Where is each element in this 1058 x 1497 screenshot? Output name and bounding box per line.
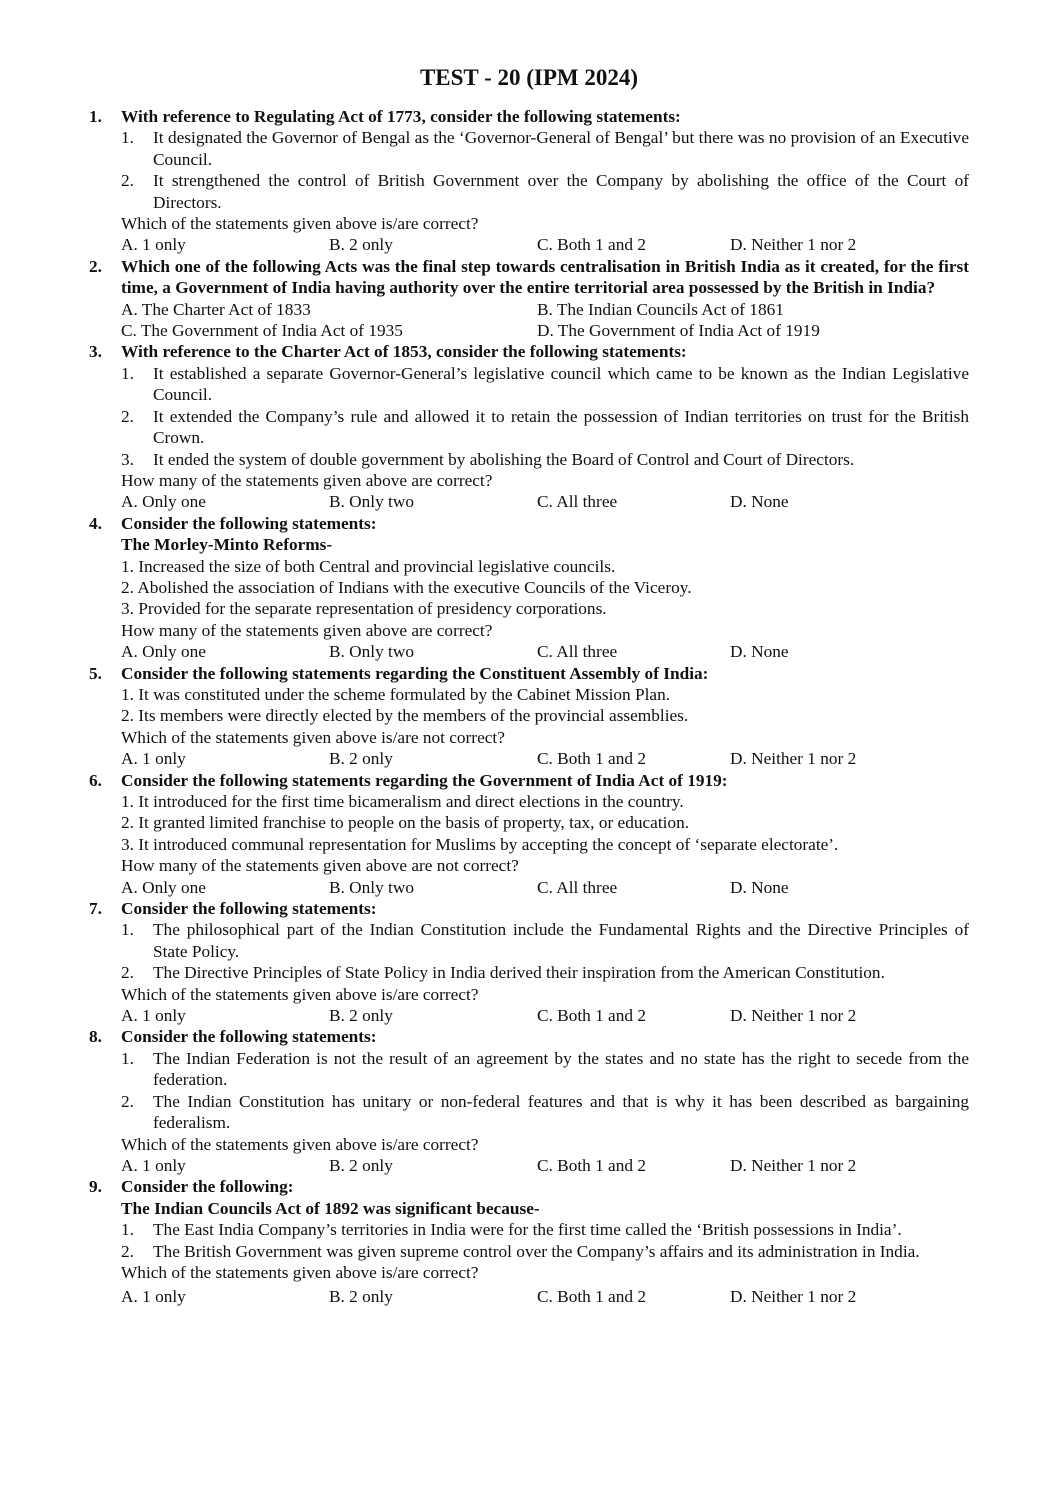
question-stem: Consider the following statements: <box>121 1027 377 1047</box>
question-prompt: How many of the statements given above are not correct? <box>121 856 519 876</box>
question-stem: Consider the following: <box>121 1177 294 1197</box>
option-c[interactable]: C. Both 1 and 2 <box>537 1006 646 1026</box>
question-number: 7. <box>89 899 102 919</box>
statement-2 <box>121 406 969 449</box>
statement-3 <box>121 449 969 470</box>
statement-2 <box>121 170 969 213</box>
option-b[interactable]: B. Only two <box>329 642 414 662</box>
option-b[interactable]: B. 2 only <box>329 749 393 769</box>
question-3 <box>89 341 969 512</box>
options <box>121 1155 969 1176</box>
statement-text: It strengthened the control of British Government over the Company by abolishing the office of the Court of Directors. <box>153 171 969 212</box>
question-7 <box>89 898 969 1026</box>
statement-number: 1. <box>121 1220 134 1240</box>
question-number: 5. <box>89 663 102 683</box>
statement-1 <box>121 1048 969 1091</box>
option-b[interactable]: B. The Indian Councils Act of 1861 <box>537 299 784 319</box>
statement-text: It designated the Governor of Bengal as the ‘Governor-General of Bengal’ but there was no provision of an Executive Council. <box>153 128 969 169</box>
statement-1: 1. Increased the size of both Central and provincial legislative councils. <box>121 556 616 576</box>
statement-text: It established a separate Governor-General’s legislative council which came to be known as the Indian Legislative Council. <box>153 363 969 405</box>
question-stem: Which one of the following Acts was the final step towards centralisation in British India as it created, for the first time, a Government of India having authority over the entire territorial area possessed by the British in India? <box>121 256 969 298</box>
option-b[interactable]: B. Only two <box>329 877 414 897</box>
statement-text: The Indian Constitution has unitary or non-federal features and that is why it has been described as bargaining federalism. <box>153 1091 969 1133</box>
option-a[interactable]: A. 1 only <box>121 1155 186 1175</box>
page-title: TEST - 20 (IPM 2024) <box>419 65 639 90</box>
option-d[interactable]: D. Neither 1 nor 2 <box>730 1287 857 1307</box>
option-b[interactable]: B. 2 only <box>329 1155 393 1175</box>
options <box>121 877 969 898</box>
option-d[interactable]: D. Neither 1 nor 2 <box>730 749 857 769</box>
statement-number: 1. <box>121 363 134 383</box>
option-a[interactable]: A. Only one <box>121 492 206 512</box>
option-d[interactable]: D. Neither 1 nor 2 <box>730 1155 857 1175</box>
question-subheading: The Indian Councils Act of 1892 was significant because- <box>121 1198 540 1218</box>
statement-3: 3. It introduced communal representation for Muslims by accepting the concept of ‘separate electorate’. <box>121 834 839 854</box>
statement-2: 2. Abolished the association of Indians with the executive Councils of the Viceroy. <box>121 577 692 597</box>
statement-number: 2. <box>121 171 134 191</box>
statement-number: 1. <box>121 920 134 940</box>
options <box>121 641 969 662</box>
option-a[interactable]: A. Only one <box>121 642 206 662</box>
question-1 <box>89 106 969 256</box>
statement-text: The British Government was given supreme control over the Company’s affairs and its administration in India. <box>153 1241 920 1261</box>
option-a[interactable]: A. 1 only <box>121 749 186 769</box>
option-c[interactable]: C. Both 1 and 2 <box>537 1155 646 1175</box>
question-prompt: How many of the statements given above are correct? <box>121 470 493 490</box>
statement-1 <box>121 919 969 962</box>
question-4 <box>89 513 969 663</box>
question-prompt: Which of the statements given above is/are correct? <box>121 984 479 1004</box>
question-stem: Consider the following statements: <box>121 513 377 533</box>
question-prompt: How many of the statements given above are correct? <box>121 620 493 640</box>
option-d[interactable]: D. Neither 1 nor 2 <box>730 235 857 255</box>
statement-number: 1. <box>121 1048 134 1068</box>
question-5 <box>89 663 969 770</box>
option-d[interactable]: D. None <box>730 877 789 897</box>
statement-1: 1. It was constituted under the scheme formulated by the Cabinet Mission Plan. <box>121 684 671 704</box>
question-2 <box>89 256 969 342</box>
question-stem: Consider the following statements: <box>121 899 377 919</box>
options <box>121 748 969 769</box>
question-9 <box>89 1176 969 1307</box>
statement-2: 2. Its members were directly elected by the members of the provincial assemblies. <box>121 706 689 726</box>
option-d[interactable]: D. The Government of India Act of 1919 <box>537 321 820 341</box>
statement-1: 1. It introduced for the first time bicameralism and direct elections in the country. <box>121 792 684 811</box>
statement-2 <box>121 1091 969 1134</box>
option-b[interactable]: B. Only two <box>329 492 414 512</box>
option-c[interactable]: C. All three <box>537 492 618 512</box>
statement-number: 2. <box>121 406 134 426</box>
question-prompt: Which of the statements given above is/are correct? <box>121 1262 479 1282</box>
question-number: 4. <box>89 513 102 533</box>
question-number: 2. <box>89 256 102 276</box>
options <box>121 299 969 320</box>
option-d[interactable]: D. None <box>730 642 789 662</box>
statement-1 <box>121 363 969 406</box>
option-c[interactable]: C. All three <box>537 642 618 662</box>
statement-number: 2. <box>121 1091 134 1111</box>
question-stem: Consider the following statements regarding the Constituent Assembly of India: <box>121 663 709 683</box>
option-a[interactable]: A. 1 only <box>121 235 186 255</box>
statement-2: 2. It granted limited franchise to people on the basis of property, tax, or education. <box>121 813 690 833</box>
option-a[interactable]: A. 1 only <box>121 1006 186 1026</box>
question-number: 1. <box>89 107 102 126</box>
question-8 <box>89 1026 969 1176</box>
statement-number: 2. <box>121 963 134 983</box>
options <box>121 1286 969 1307</box>
option-c[interactable]: C. Both 1 and 2 <box>537 749 646 769</box>
option-b[interactable]: B. 2 only <box>329 1006 393 1026</box>
question-stem: With reference to Regulating Act of 1773, consider the following statements: <box>121 107 681 126</box>
question-number: 3. <box>89 342 102 362</box>
question-stem: Consider the following statements regarding the Government of India Act of 1919: <box>121 770 728 790</box>
question-stem: With reference to the Charter Act of 1853, consider the following statements: <box>121 342 687 362</box>
option-a[interactable]: A. Only one <box>121 877 206 897</box>
option-c[interactable]: C. All three <box>537 877 618 897</box>
options <box>121 320 969 341</box>
options <box>121 491 969 512</box>
question-number: 9. <box>89 1177 102 1197</box>
option-a[interactable]: A. 1 only <box>121 1287 186 1307</box>
statement-2 <box>121 1241 969 1262</box>
option-b[interactable]: B. 2 only <box>329 1287 393 1307</box>
statement-text: The philosophical part of the Indian Constitution include the Fundamental Rights and the Directive Principles of State Policy. <box>153 920 969 961</box>
question-6 <box>89 770 969 898</box>
question-number: 8. <box>89 1027 102 1047</box>
statement-number: 1. <box>121 128 134 148</box>
statement-text: The Directive Principles of State Policy in India derived their inspiration from the American Constitution. <box>153 963 885 983</box>
statement-text: It extended the Company’s rule and allowed it to retain the possession of Indian territories on trust for the British Crown. <box>153 406 969 448</box>
option-c[interactable]: C. Both 1 and 2 <box>537 1287 646 1307</box>
question-prompt: Which of the statements given above is/are not correct? <box>121 727 505 747</box>
statement-text: The East India Company’s territories in India were for the first time called the ‘British possessions in India’. <box>153 1220 902 1240</box>
option-a[interactable]: A. The Charter Act of 1833 <box>121 299 311 319</box>
question-number: 6. <box>89 770 102 790</box>
statement-number: 3. <box>121 449 134 469</box>
options <box>121 234 969 255</box>
options <box>121 1005 969 1026</box>
question-subheading: The Morley-Minto Reforms- <box>121 535 333 555</box>
statement-1 <box>121 1219 969 1240</box>
question-prompt: Which of the statements given above is/are correct? <box>121 214 479 234</box>
statement-3: 3. Provided for the separate representation of presidency corporations. <box>121 599 607 619</box>
statement-text: The Indian Federation is not the result of an agreement by the states and no state has the right to secede from the federation. <box>153 1048 969 1090</box>
option-c[interactable]: C. The Government of India Act of 1935 <box>121 321 403 341</box>
question-prompt: Which of the statements given above is/are correct? <box>121 1134 479 1154</box>
option-c[interactable]: C. Both 1 and 2 <box>537 235 646 255</box>
option-b[interactable]: B. 2 only <box>329 235 393 255</box>
statement-1 <box>121 127 969 170</box>
statement-number: 2. <box>121 1241 134 1261</box>
option-d[interactable]: D. None <box>730 492 789 512</box>
option-d[interactable]: D. Neither 1 nor 2 <box>730 1006 857 1026</box>
statement-2 <box>121 962 969 983</box>
question-list <box>89 106 969 1308</box>
statement-text: It ended the system of double government by abolishing the Board of Control and Court of Directors. <box>153 449 855 469</box>
